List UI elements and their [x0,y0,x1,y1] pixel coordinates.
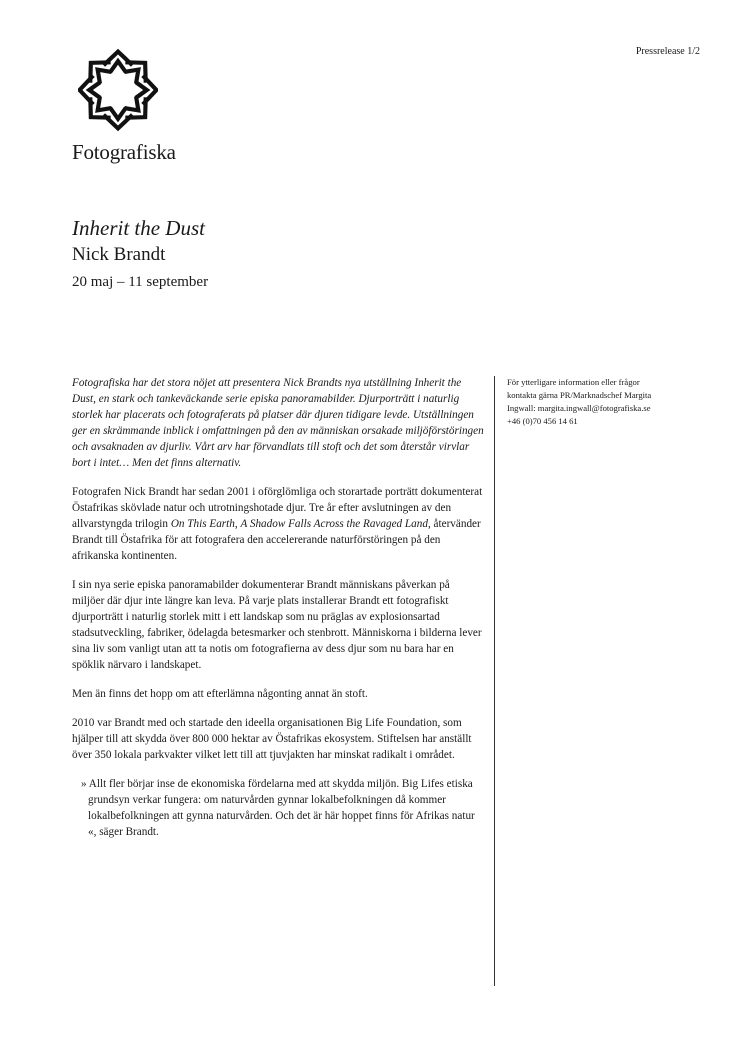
fotografiska-star-icon [78,44,158,136]
body-paragraph-3: Men än finns det hopp om att efterlämna någonting annat än stoft. [72,688,368,700]
lead-paragraph: Fotografiska har det stora nöjet att presentera Nick Brandts nya utställning Inherit the Dust, en stark och tankeväckande serie episka panoramabilder. Djurporträtt i naturlig storlek har placerats och fotograferats på platser där djuren tidigare levde. Utställningen ger en skrämmande inblick i omfattningen på den av människan orsakade miljöförstöringen och avsaknaden av djurliv. Vårt arv har förvandlats till stoft och det som återstår virvlar bort i intet… Men det finns alternativ. [72,377,484,469]
exhibition-title: Inherit the Dust [72,216,205,240]
quote-paragraph: » Allt fler börjar inse de ekonomiska fördelarna med att skydda miljön. Big Lifes etiska grundsyn verkar fungera: om naturvården gynnar lokalbefolkningen då kommer lokalbefolkningen att gynna naturvården. Och det är här hoppet finns för Afrikas natur «, säger Brandt. [81,778,475,838]
body-paragraph-1 [72,484,484,564]
press-release-body [72,375,484,853]
paragraph-text: Fotografen Nick Brandt har sedan 2001 i oförglömliga och storartade porträtt dokumenterat Östafrikas skövlade natur och utrotningshotade djur. Tre år efter avslutningen av den allvarstyngda trilogin [72,486,483,530]
contact-line: kontakta gärna PR/Marknadschef Margita [507,390,652,400]
contact-sidebar [507,376,707,428]
body-paragraph-4: 2010 var Brandt med och startade den ideella organisationen Big Life Foundation, som hjälper till att skydda över 800 000 hektar av Östafrikas ekosystem. Stiftelsen har anställt över 350 lokala parkvakter vilket lett till att tjuvjakten har minskat radikalt i området. [72,717,472,761]
brand-name: Fotografiska [72,140,176,164]
contact-email-line: Ingwall: margita.ingwall@fotografiska.se [507,403,651,413]
paragraph-text: , återvänder Brandt till Östafrika för att fotografera den accelererande naturförstöringen på den afrikanska kontinenten. [72,518,481,562]
exhibition-dates: 20 maj – 11 september [72,274,209,290]
fotografiska-logo [72,44,192,165]
column-divider [494,376,495,986]
page-number-label: Pressrelease 1/2 [635,46,700,57]
body-paragraph-2: I sin nya serie episka panoramabilder dokumenterar Brandt människans påverkan på miljöer där djur inte längre kan leva. På varje plats installerar Brandt ett fotografiskt djurporträtt i naturlig storlek mitt i ett landskap som nu präglas av explosionsartad stadsutveckling, fabriker, ödelagda betesmarker och stenbrott. Människorna i bilderna lever sina liv som vanligt utan att ta notis om fotografierna av dess djur som nu bara har en spöklik närvaro i landskapet. [72,579,482,671]
contact-phone: +46 (0)70 456 14 61 [507,416,578,426]
work-title-on-this-earth: On This Earth [170,518,235,530]
exhibition-header [72,214,208,293]
work-title-shadow-falls: A Shadow Falls Across the Ravaged Land [240,518,428,530]
artist-name: Nick Brandt [72,244,166,265]
contact-line: För ytterligare information eller frågor [507,377,640,387]
separator: , [234,518,241,530]
